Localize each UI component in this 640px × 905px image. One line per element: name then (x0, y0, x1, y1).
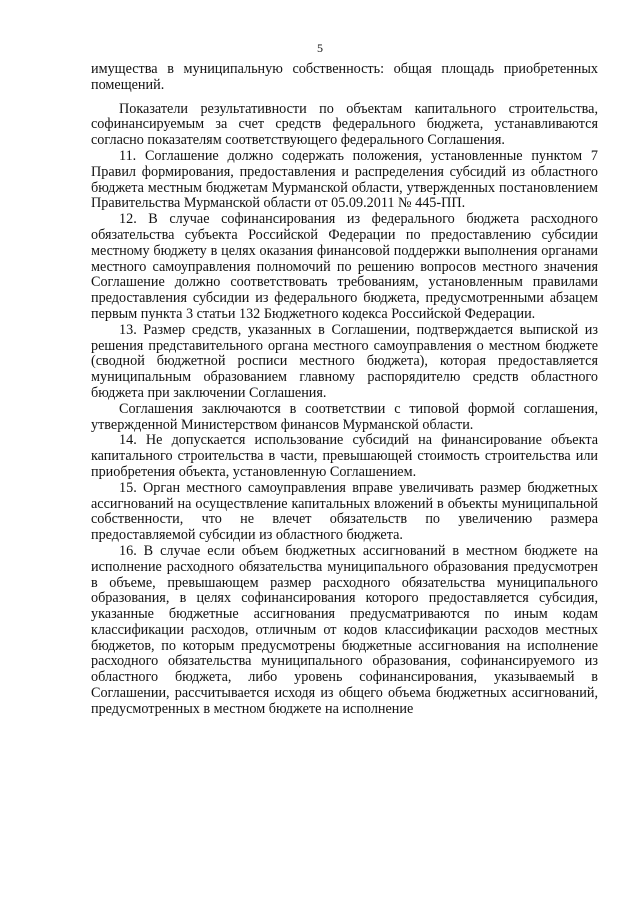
paragraph-item-12: 12. В случае софинансирования из федерального бюджета расходного обязательства субъекта Российской Федерации по предоставлению субсидии местному бюджету в целях оказания финансовой поддержки выполнения органами местного самоуправления полномочий по решению вопросов местного значения Соглашение должно соответствовать требованиям, установленным правилами предоставления субсидии из федерального бюджета, предусмотренными абзацем первым пункта 3 статьи 132 Бюджетного кодекса Российской Федерации. (91, 211, 598, 322)
paragraph-performance-indicators: Показатели результативности по объектам капитального строительства, софинансируемым за счет средств федерального бюджета, устанавливаются согласно показателям соответствующего федерального Соглашения. (91, 100, 598, 149)
paragraph-item-15: 15. Орган местного самоуправления вправе увеличивать размер бюджетных ассигнований на осуществление капитальных вложений в объекты муниципальной собственности, что не влечет обязательств по увеличению размера предоставляемой субсидии из областного бюджета. (91, 479, 598, 544)
page-number: 5 (317, 41, 323, 55)
paragraph-item-16: 16. В случае если объем бюджетных ассигнований в местном бюджете на исполнение расходного обязательства муниципального образования предусмотрен в объеме, превышающем размер расходного обязательства муниципального образования, в целях софинансирования которого предоставляется субсидия, указанные бюджетные ассигнования предусматриваются по иным кодам классификации расходов, отличным от кодов классификации расходов местных бюджетов, по которым предусмотрены бюджетные ассигнования на исполнение расходного обязательства муниципального образования, софинансируемого из областного бюджета, либо уровень софинансирования, указываемый в Соглашении, рассчитывается исходя из общего объема бюджетных ассигнований, предусмотренных в местном бюджете на исполнение (91, 542, 598, 717)
paragraph-item-11: 11. Соглашение должно содержать положения, установленные пунктом 7 Правил формирования, предоставления и распределения субсидий из областного бюджета местным бюджетам Мурманской области, утвержденных постановлением Правительства Мурманской области от 05.09.2011 № 445-ПП. (91, 147, 598, 212)
paragraph-agreements: Соглашения заключаются в соответствии с типовой формой соглашения, утвержденной Министерством финансов Мурманской области. (91, 400, 598, 433)
paragraph-continuation: имущества в муниципальную собственность: общая площадь приобретенных помещений. (91, 61, 598, 93)
document-body (91, 62, 598, 718)
paragraph-item-13: 13. Размер средств, указанных в Соглашении, подтверждается выпиской из решения представительного органа местного самоуправления о местном бюджете (сводной бюджетной росписи местного бюджета), которая предоставляется муниципальным образованием главному распорядителю средств областного бюджета при заключении Соглашения. (91, 321, 598, 401)
paragraph-item-14: 14. Не допускается использование субсидий на финансирование объекта капитального строительства в части, превышающей стоимость строительства или приобретения объекта, установленную Соглашением. (91, 432, 598, 480)
